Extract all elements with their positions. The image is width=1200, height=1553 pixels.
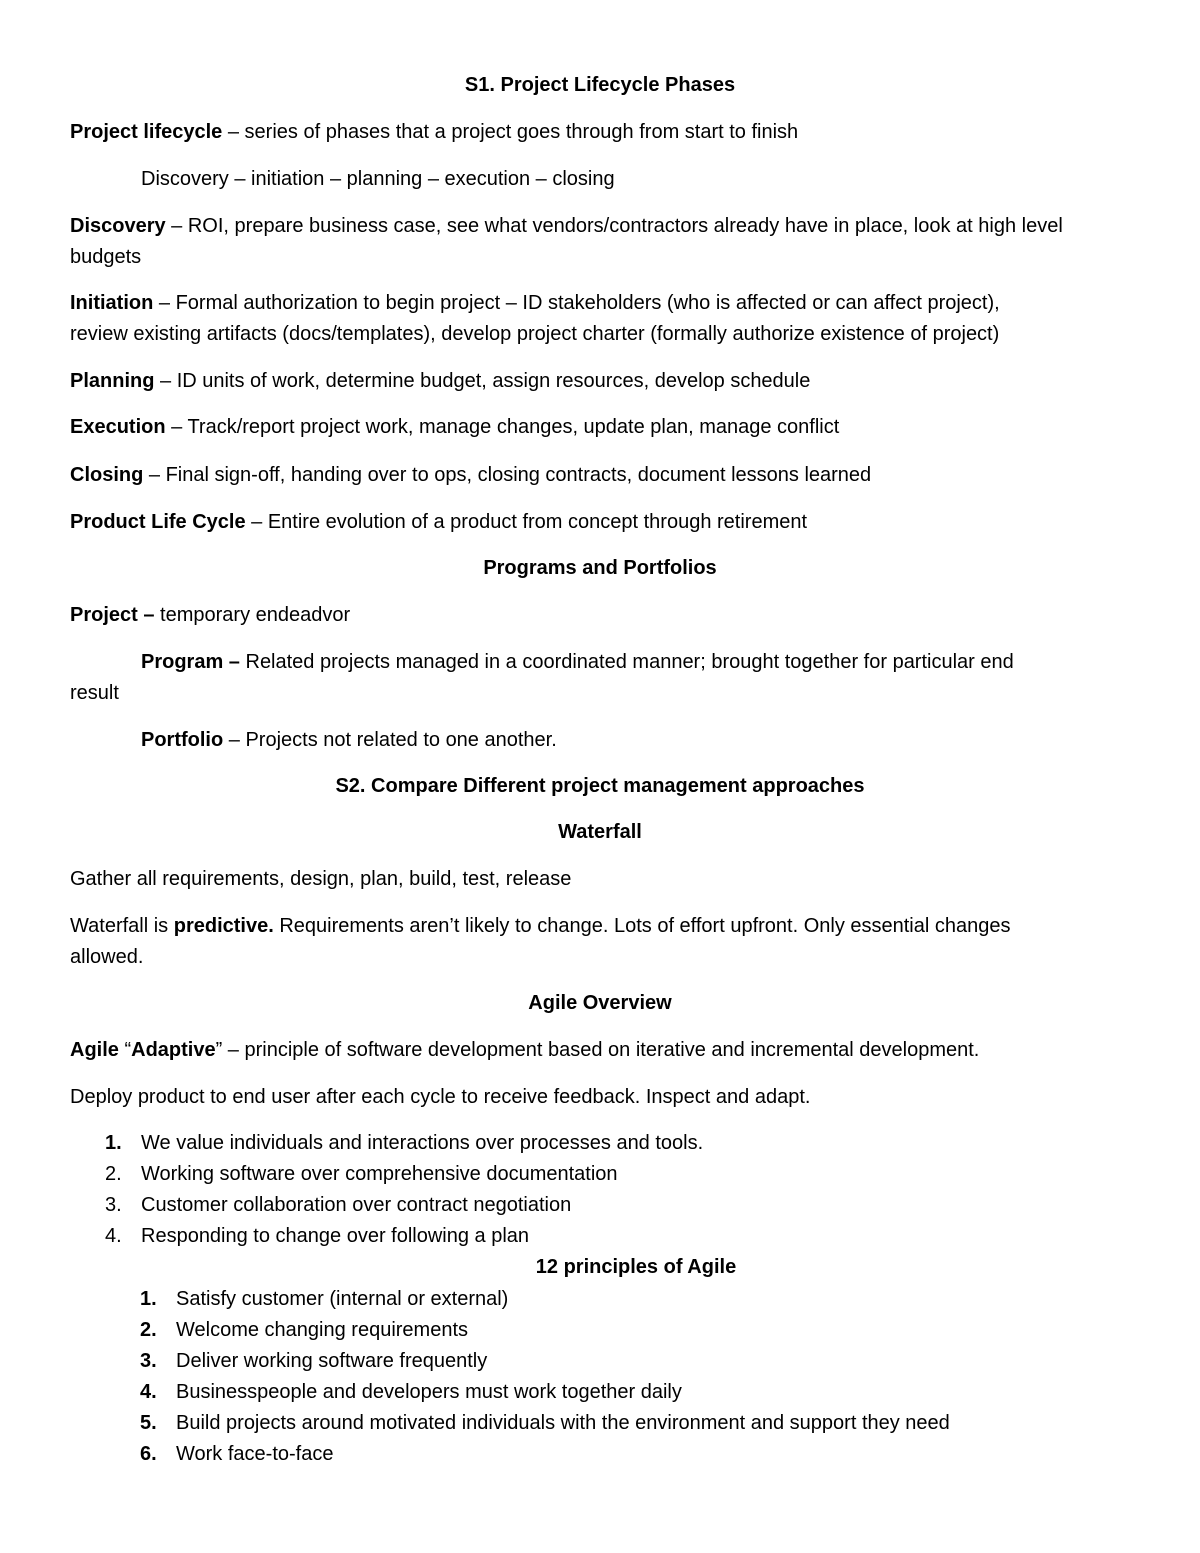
definition-planning: – ID units of work, determine budget, assign resources, develop schedule [154, 370, 811, 392]
list-number: 4. [105, 1225, 122, 1247]
definition-discovery: – ROI, prepare business case, see what vendors/contractors already have in place, look at high level [165, 215, 1063, 237]
paragraph-waterfall-steps: Gather all requirements, design, plan, build, test, release [70, 868, 572, 890]
paragraph-waterfall-predictive [70, 914, 1011, 938]
list-number: 1. [105, 1132, 122, 1154]
list-text: Satisfy customer (internal or external) [176, 1288, 509, 1310]
list-text: We value individuals and interactions over processes and tools. [141, 1132, 704, 1154]
list-item [140, 1380, 682, 1404]
list-item [140, 1287, 508, 1311]
paragraph-initiation [70, 291, 1000, 315]
phase-sequence: Discovery – initiation – planning – execution – closing [141, 168, 615, 190]
paragraph-program-cont: result [70, 682, 119, 704]
paragraph-execution [70, 415, 839, 439]
term-predictive: predictive. [173, 915, 274, 937]
list-text: Responding to change over following a plan [141, 1225, 530, 1247]
term-portfolio: Portfolio [141, 729, 224, 751]
paragraph-program [141, 650, 1014, 674]
definition-portfolio: – Projects not related to one another. [223, 729, 557, 751]
term-product-life-cycle: Product Life Cycle [70, 511, 246, 533]
section-title-programs: Programs and Portfolios [483, 557, 717, 579]
definition-initiation: – Formal authorization to begin project – ID stakeholders (who is affected or can affect project), [153, 292, 1000, 314]
paragraph-agile-deploy: Deploy product to end user after each cycle to receive feedback. Inspect and adapt. [70, 1086, 811, 1108]
paragraph-agile-adaptive [70, 1038, 979, 1062]
list-item [140, 1411, 950, 1435]
subsection-title-waterfall: Waterfall [558, 821, 642, 843]
list-item [105, 1193, 571, 1217]
list-number: 4. [140, 1381, 157, 1403]
list-number: 6. [140, 1443, 157, 1465]
paragraph-discovery-cont: budgets [70, 246, 142, 268]
definition-execution: – Track/report project work, manage changes, update plan, manage conflict [165, 416, 840, 438]
list-number: 3. [105, 1194, 122, 1216]
paragraph-portfolio [141, 728, 557, 752]
term-initiation: Initiation [70, 292, 154, 314]
term-agile: Agile [70, 1039, 119, 1061]
list-text: Working software over comprehensive documentation [141, 1163, 618, 1185]
paragraph-project-lifecycle [70, 120, 798, 144]
list-item [140, 1442, 333, 1466]
list-text: Deliver working software frequently [176, 1350, 488, 1372]
definition-agile: ” – principle of software development based on iterative and incremental development. [215, 1039, 980, 1061]
definition-project-lifecycle: – series of phases that a project goes through from start to finish [222, 121, 799, 143]
definition-project: temporary endeadvor [154, 604, 351, 626]
term-closing: Closing [70, 464, 144, 486]
list-item [140, 1349, 487, 1373]
waterfall-intro: Waterfall is [70, 915, 174, 937]
term-program: Program – [141, 651, 240, 673]
paragraph-initiation-cont: review existing artifacts (docs/templates), develop project charter (formally authorize existence of project) [70, 323, 1000, 345]
list-item [105, 1224, 529, 1248]
list-number: 2. [105, 1163, 122, 1185]
paragraph-project [70, 603, 350, 627]
list-text: Work face-to-face [176, 1443, 334, 1465]
section-title-s1: S1. Project Lifecycle Phases [464, 74, 736, 96]
subsection-title-agile: Agile Overview [528, 992, 672, 1014]
paragraph-closing [70, 463, 871, 487]
paragraph-product-life-cycle [70, 510, 807, 534]
list-text: Build projects around motivated individuals with the environment and support they need [176, 1412, 950, 1434]
agile-quote-open: “ [118, 1039, 132, 1061]
waterfall-description: Requirements aren’t likely to change. Lots of effort upfront. Only essential changes [273, 915, 1011, 937]
list-number: 5. [140, 1412, 157, 1434]
list-number: 2. [140, 1319, 157, 1341]
definition-program: Related projects managed in a coordinated manner; brought together for particular end [239, 651, 1014, 673]
list-text: Customer collaboration over contract negotiation [141, 1194, 572, 1216]
list-text: Welcome changing requirements [176, 1319, 469, 1341]
subsection-title-principles: 12 principles of Agile [535, 1256, 737, 1278]
term-execution: Execution [70, 416, 166, 438]
list-item [140, 1318, 468, 1342]
section-title-s2: S2. Compare Different project management approaches [335, 775, 865, 797]
list-number: 3. [140, 1350, 157, 1372]
term-planning: Planning [70, 370, 155, 392]
list-number: 1. [140, 1288, 157, 1310]
paragraph-planning [70, 369, 810, 393]
list-item [105, 1162, 618, 1186]
list-item [105, 1131, 703, 1155]
term-project: Project – [70, 604, 155, 626]
list-text: Businesspeople and developers must work together daily [176, 1381, 682, 1403]
term-project-lifecycle: Project lifecycle [70, 121, 223, 143]
paragraph-discovery [70, 214, 1063, 238]
paragraph-waterfall-cont: allowed. [70, 946, 144, 968]
term-adaptive: Adaptive [131, 1039, 216, 1061]
definition-product-life-cycle: – Entire evolution of a product from concept through retirement [245, 511, 808, 533]
definition-closing: – Final sign-off, handing over to ops, closing contracts, document lessons learned [143, 464, 872, 486]
term-discovery: Discovery [70, 215, 166, 237]
